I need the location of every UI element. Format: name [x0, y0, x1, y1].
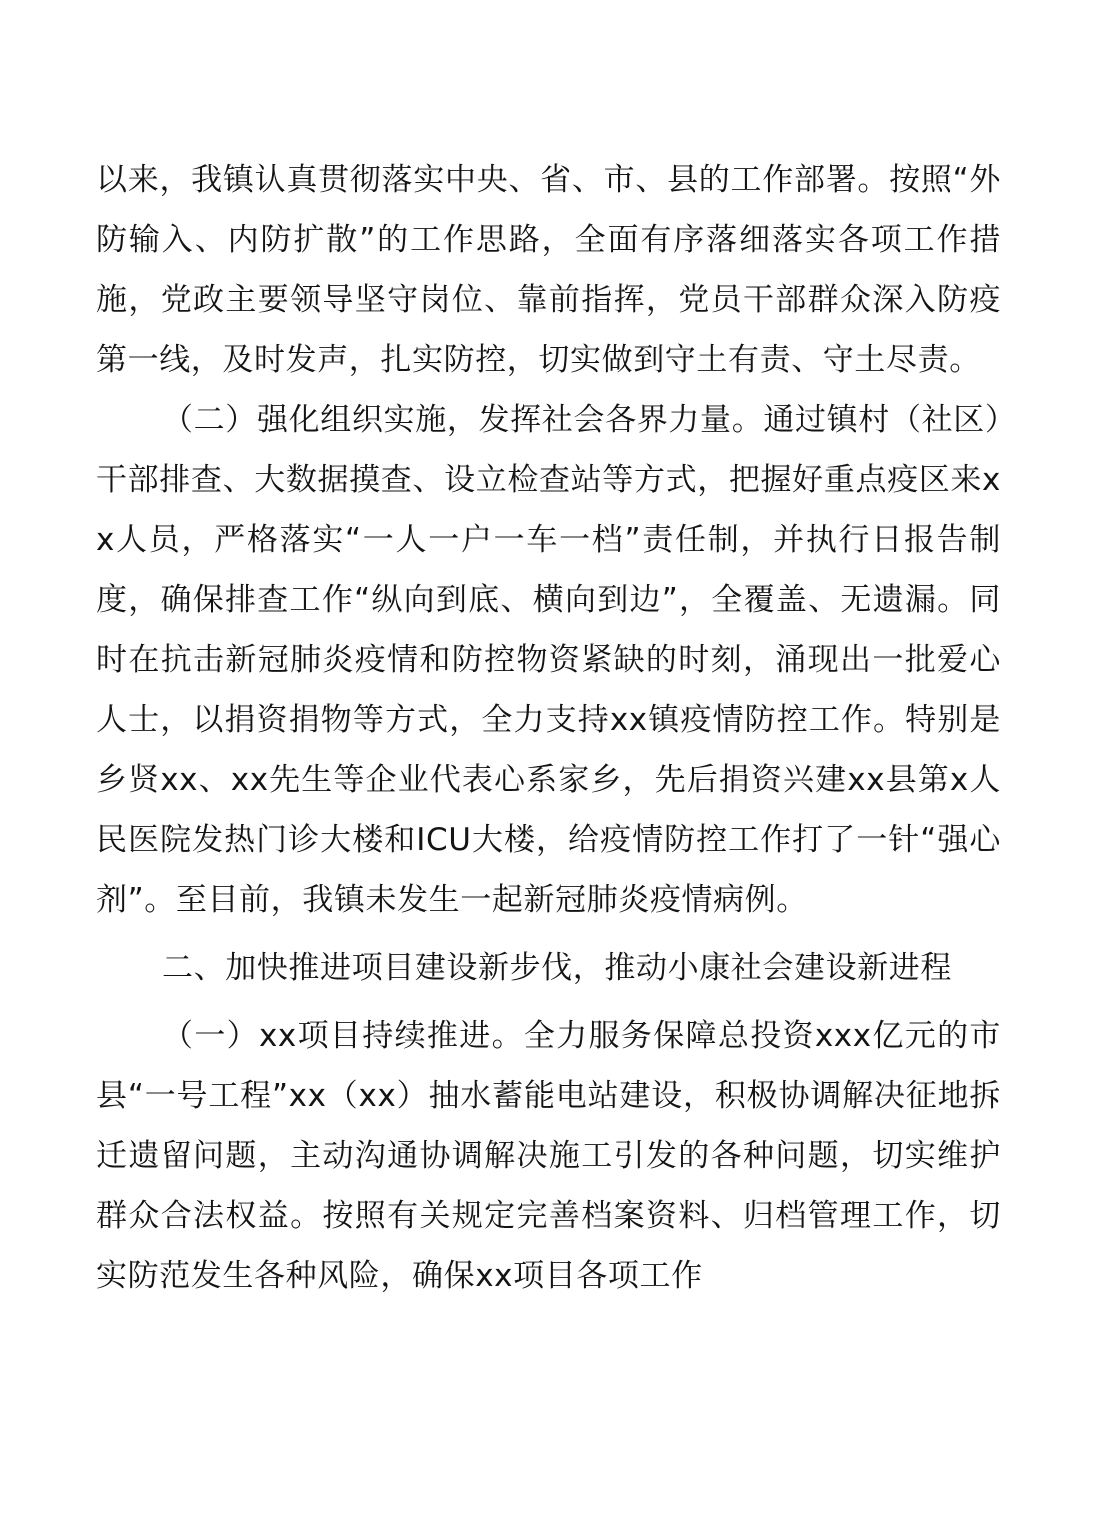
body-paragraph: 以来，我镇认真贯彻落实中央、省、市、县的工作部署。按照“外防输入、内防扩散”的工作思路，全面有序落细落实各项工作措施，党政主要领导坚守岗位、靠前指挥，党员干部群众深入防疫第一线，及时发声，扎实防控，切实做到守土有责、守土尽责。 — [96, 162, 1001, 378]
body-paragraph: （一）xx项目持续推进。全力服务保障总投资xxx亿元的市县“一号工程”xx（xx）抽水蓄能电站建设，积极协调解决征地拆迁遗留问题，主动沟通协调解决施工引发的各种问题，切实维护群众合法权益。按照有关规定完善档案资料、归档管理工作，切实防范发生各种风险，确保xx项目各项工作 — [96, 1018, 1001, 1294]
section-heading: 二、加快推进项目建设新步伐，推动小康社会建设新进程 — [162, 950, 952, 986]
body-paragraph: （二）强化组织实施，发挥社会各界力量。通过镇村（社区）干部排查、大数据摸查、设立检查站等方式，把握好重点疫区来xx人员，严格落实“一人一户一车一档”责任制，并执行日报告制度，确保排查工作“纵向到底、横向到边”，全覆盖、无遗漏。同时在抗击新冠肺炎疫情和防控物资紧缺的时刻，涌现出一批爱心人士，以捐资捐物等方式，全力支持xx镇疫情防控工作。特别是乡贤xx、xx先生等企业代表心系家乡，先后捐资兴建xx县第x人民医院发热门诊大楼和ICU大楼，给疫情防控工作打了一针“强心剂”。至目前，我镇未发生一起新冠肺炎疫情病例。 — [96, 402, 1001, 918]
document-page — [96, 150, 1001, 1306]
